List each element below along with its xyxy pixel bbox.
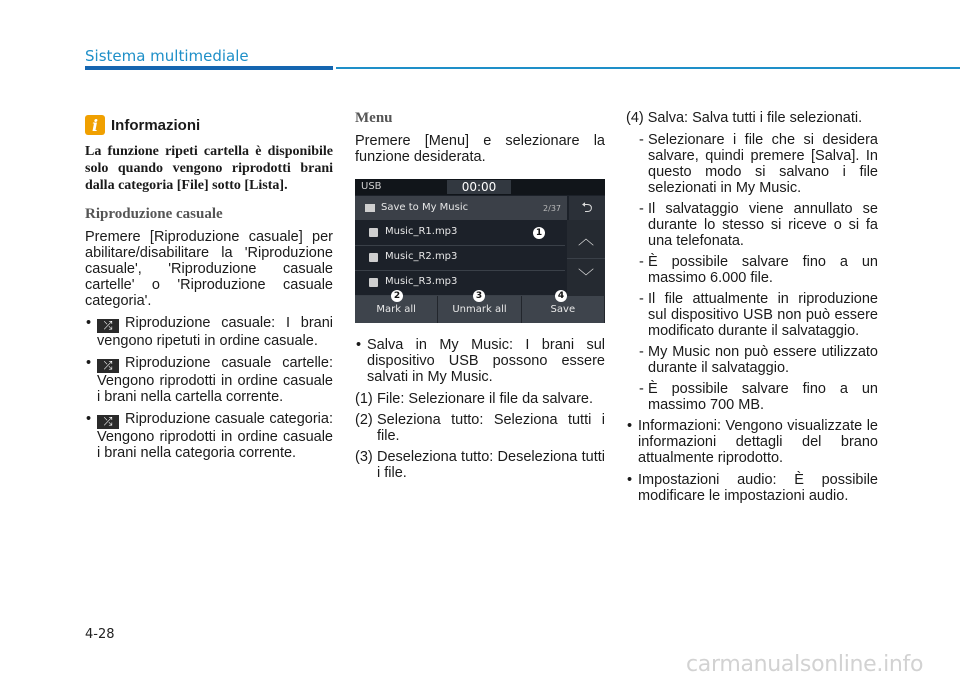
dash-text: My Music non può essere utilizzato durante il salvataggio. [648,344,878,376]
numbered-item [355,412,605,444]
header-rule-thick [85,66,333,70]
dash-item: - Il file attualmente in riproduzione sul dispositivo USB non può essere modificato durante il salvataggio. [639,291,878,339]
title-bar [355,196,567,220]
back-button[interactable]: ⮌ [569,196,605,220]
source-label: USB [361,181,382,192]
scroll-down-button[interactable]: ﹀ [577,267,594,286]
list-item [626,472,878,504]
dash-text: È possibile salvare fino a un massimo 700 MB. [648,381,878,413]
item-text: Deseleziona tutto: Deseleziona tutti i file. [377,449,605,481]
section-header: Sistema multimediale [85,47,249,65]
list-item [85,315,333,349]
list-item-text: Informazioni: Vengono visualizzate le informazioni dettagli del brano attualmente riprodotto. [638,418,878,466]
checkbox-icon[interactable] [369,278,378,287]
file-name: Music_R1.mp3 [385,226,458,237]
dash-item: - È possibile salvare fino a un massimo 6.000 file. [639,254,878,286]
checkbox-icon[interactable] [369,253,378,262]
page-number: 4-28 [85,627,115,642]
column-right [626,110,878,510]
unmark-all-button[interactable]: Unmark all [438,296,521,323]
watermark: carmanualsonline.info [686,652,924,677]
dash-item: - Selezionare i file che si desidera salvare, quindi premere [Salva]. In questo modo si salvano i file selezionati in My Music. [639,132,878,196]
numbered-item [355,449,605,481]
list-item-text: Riproduzione casuale cartelle: Vengono riprodotti in ordine casuale i brani nella cartella corrente. [97,355,333,405]
column-left [85,110,333,467]
save-item: (4) Salva: Salva tutti i file selezionati. [626,110,863,126]
item-text: File: Selezionare il file da salvare. [377,391,593,407]
dash-item: - My Music non può essere utilizzato durante il salvataggio. [639,344,878,376]
save-button[interactable]: Save [522,296,605,323]
numbered-item [355,391,605,407]
checkbox-checked-icon[interactable] [369,228,378,237]
list-item [626,418,878,466]
callout-1: 1 [533,227,545,239]
clock: 00:00 [447,180,511,194]
column-middle [355,110,605,486]
item-number: (3) [355,449,373,465]
callout-2: 2 [391,290,403,302]
list-item [85,411,333,461]
list-item-text: Impostazioni audio: È possibile modificare le impostazioni audio. [638,472,878,504]
item-number: (2) [355,412,373,428]
list-item-text: Riproduzione casuale categoria: Vengono riprodotti in ordine casuale i brani nella categoria corrente. [97,411,333,461]
info-icon: i [85,115,105,135]
file-row[interactable] [355,270,565,296]
shuffle-folder-icon: ⤮ [97,359,119,373]
dash-text: È possibile salvare fino a un massimo 6.000 file. [648,254,878,286]
folder-icon [365,204,375,212]
info-title: Informazioni [111,116,201,134]
shuffle-category-icon: ⤮ [97,415,119,429]
dash-text: Selezionare i file che si desidera salvare, quindi premere [Salva]. In questo modo si salvano i file selezionati in My Music. [648,132,878,196]
callout-4: 4 [555,290,567,302]
scroll-controls [567,220,605,296]
list-item-text: Salva in My Music: I brani sul dispositivo USB possono essere salvati in My Music. [367,337,605,385]
list-item [85,355,333,405]
shuffle-icon: ⤮ [97,319,119,333]
callout-3: 3 [473,290,485,302]
file-row[interactable] [355,245,565,271]
usb-save-screen [355,179,605,323]
screen-title: Save to My Music [381,202,469,213]
section-title-shuffle: Riproduzione casuale [85,206,223,222]
shuffle-intro: Premere [Riproduzione casuale] per abilitare/disabilitare la 'Riproduzione casuale', 'Riproduzione casuale cartelle' o 'Riproduzione casuale categoria'. [85,229,333,309]
file-name: Music_R2.mp3 [385,251,458,262]
dash-item: - Il salvataggio viene annullato se durante lo stesso si riceve o si fa una telefonata. [639,201,878,249]
list-item-text: Riproduzione casuale: I brani vengono ripetuti in ordine casuale. [97,315,333,349]
section-title-menu: Menu [355,110,393,126]
info-text: La funzione ripeti cartella è disponibile solo quando vengono riprodotti brani dalla categoria [File] sotto [Lista]. [85,144,333,193]
scroll-up-button[interactable]: ︿ [567,220,605,259]
dash-text: Il salvataggio viene annullato se durante lo stesso si riceve o si fa una telefonata. [648,201,878,249]
item-number: (1) [355,391,373,407]
header-rule-thin [336,67,960,69]
info-heading [85,115,333,135]
item-text: Seleziona tutto: Seleziona tutti i file. [377,412,605,444]
dash-text: Il file attualmente in riproduzione sul dispositivo USB non può essere modificato durante il salvataggio. [648,291,878,339]
status-bar [355,179,605,195]
file-name: Music_R3.mp3 [385,276,458,287]
mark-all-button[interactable]: Mark all [355,296,438,323]
dash-item: - È possibile salvare fino a un massimo 700 MB. [639,381,878,413]
list-item [355,337,605,385]
menu-intro: Premere [Menu] e selezionare la funzione desiderata. [355,133,605,165]
track-count: 2/37 [543,204,561,213]
